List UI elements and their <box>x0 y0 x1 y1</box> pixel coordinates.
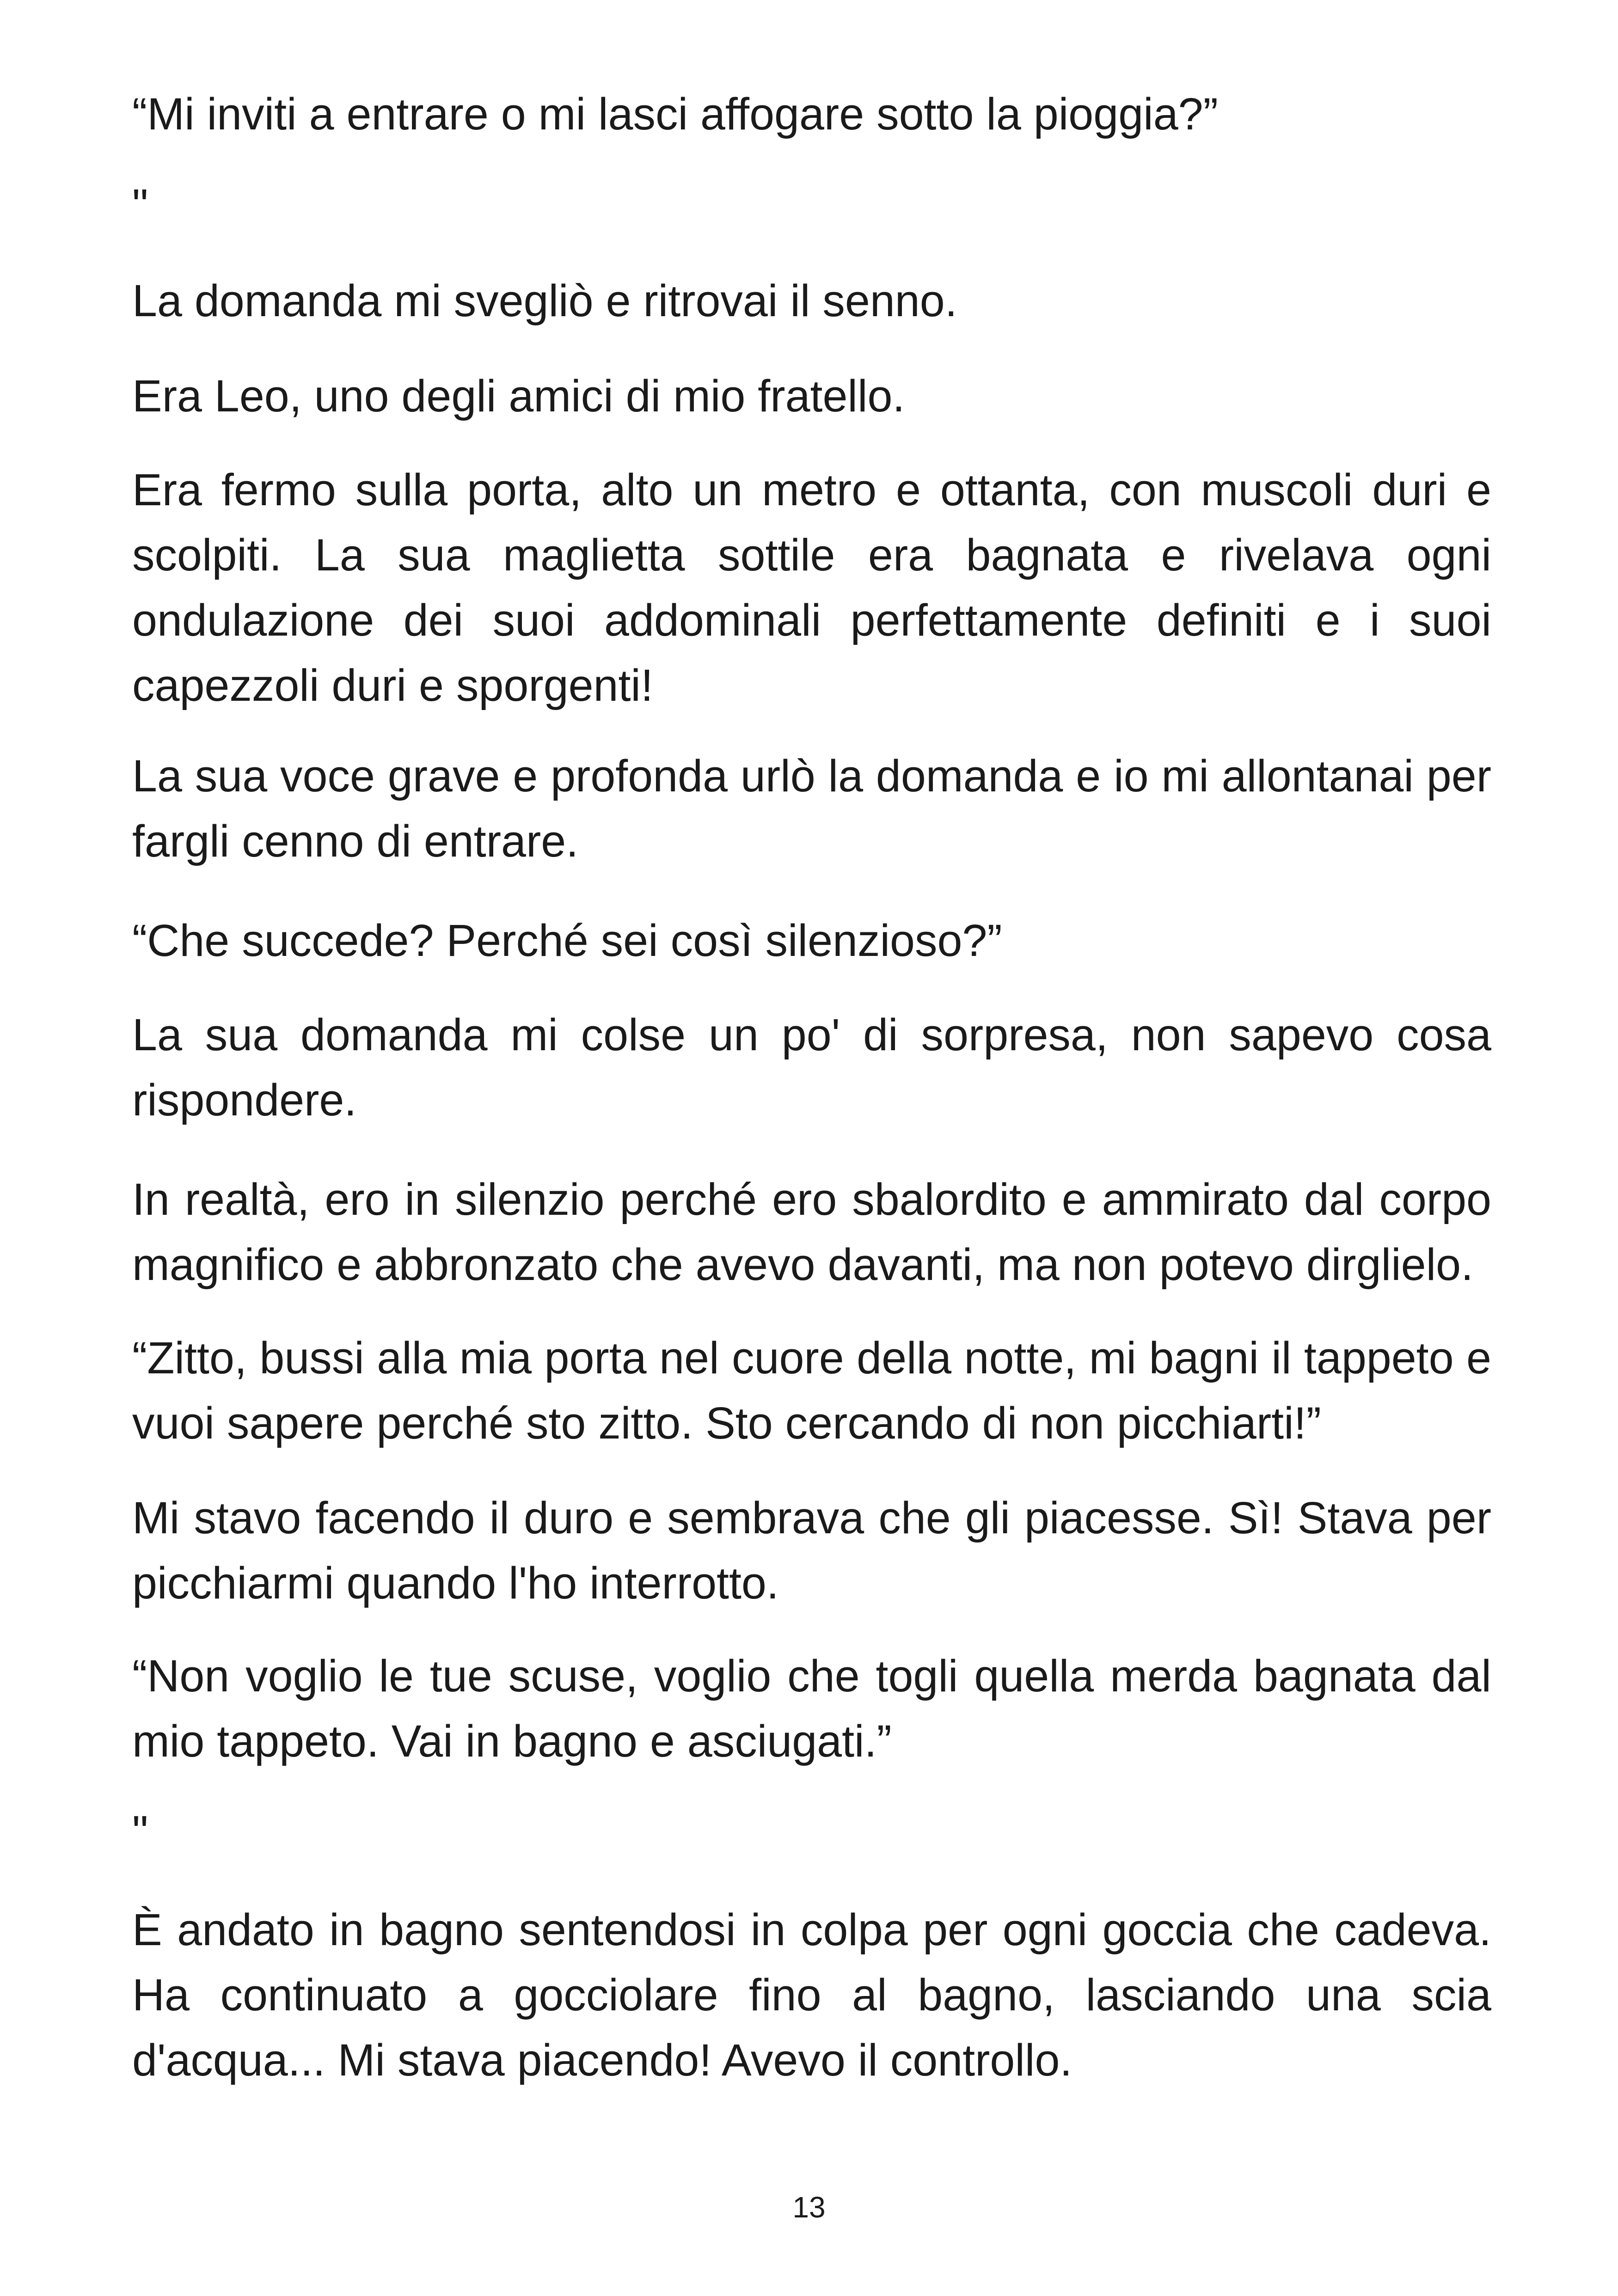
paragraph: Era fermo sulla porta, alto un metro e ottanta, con muscoli duri e scolpiti. La sua maglietta sottile era bagnata e rivelava ogni ondulazione dei suoi addominali perfettamente definiti e i suoi capezzoli duri e sporgenti! <box>132 465 1491 710</box>
paragraph: Mi stavo facendo il duro e sembrava che gli piacesse. Sì! Stava per picchiarmi quando l'ho interrotto. <box>132 1493 1491 1608</box>
paragraph: La sua domanda mi colse un po' di sorpresa, non sapevo cosa rispondere. <box>132 1010 1491 1125</box>
page-number: 13 <box>792 2191 826 2224</box>
paragraph: “Non voglio le tue scuse, voglio che togli quella merda bagnata dal mio tappeto. Vai in bagno e asciugati.” <box>132 1651 1491 1766</box>
paragraph: Era Leo, uno degli amici di mio fratello. <box>132 371 905 421</box>
paragraph: La domanda mi svegliò e ritrovai il senno. <box>132 276 957 326</box>
paragraph: La sua voce grave e profonda urlò la domanda e io mi allontanai per fargli cenno di entrare. <box>132 751 1491 866</box>
paragraph: “Zitto, bussi alla mia porta nel cuore della notte, mi bagni il tappeto e vuoi sapere perché sto zitto. Sto cercando di non picchiarti!” <box>132 1333 1491 1448</box>
paragraph: “Che succede? Perché sei così silenzioso?” <box>132 915 1002 966</box>
paragraph: “Mi inviti a entrare o mi lasci affogare sotto la pioggia?” <box>132 89 1218 139</box>
paragraph: " <box>132 180 148 230</box>
paragraph: " <box>132 1806 148 1857</box>
paragraph: È andato in bagno sentendosi in colpa per ogni goccia che cadeva. Ha continuato a gocciolare fino al bagno, lasciando una scia d'acqua... Mi stava piacendo! Avevo il controllo. <box>132 1904 1491 2085</box>
paragraph: In realtà, ero in silenzio perché ero sbalordito e ammirato dal corpo magnifico e abbronzato che avevo davanti, ma non potevo dirglielo. <box>132 1174 1491 1290</box>
